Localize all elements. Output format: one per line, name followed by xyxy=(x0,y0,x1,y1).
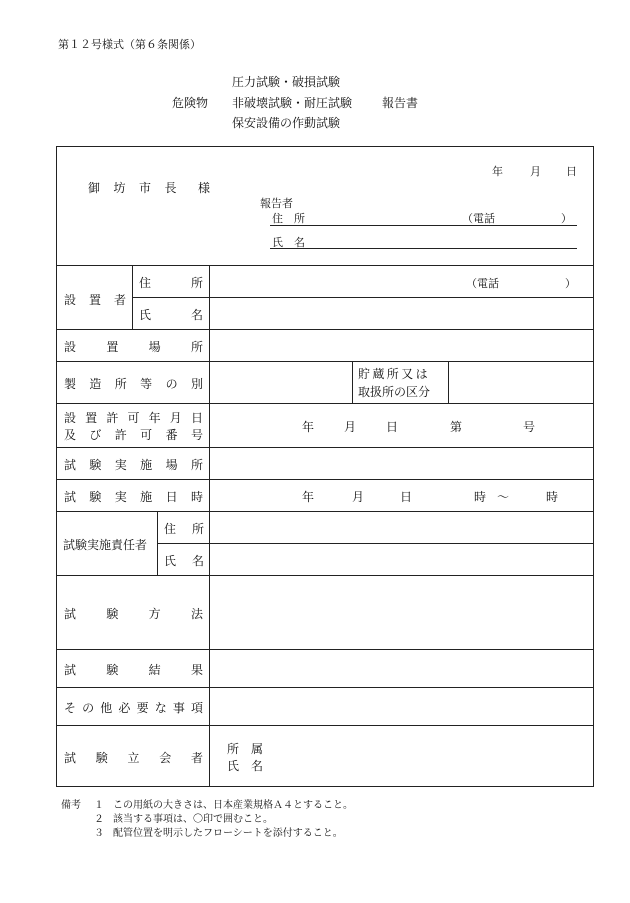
note-1-text: この用紙の大きさは、日本産業規格Ａ４とすること。 xyxy=(113,800,353,811)
test-date-month: 月 xyxy=(352,490,365,504)
note-2-number: ２ xyxy=(94,814,104,825)
installer-label: 設 置 者 xyxy=(64,293,126,307)
permit-label-1: 設 置 許 可 年 月 日 xyxy=(64,411,203,425)
test-date-label: 試 験 実 施 日 時 xyxy=(64,490,203,504)
result-field[interactable] xyxy=(210,650,594,687)
reporter-name-label: 氏 名 xyxy=(272,236,305,249)
permit-month: 月 xyxy=(344,420,357,434)
test-place-field[interactable] xyxy=(210,448,594,479)
header-date-month: 月 xyxy=(530,165,541,178)
manager-address-label: 住 所 xyxy=(164,522,204,536)
test-place-label: 試 験 実 施 場 所 xyxy=(64,458,203,472)
manager-label: 試験実施責任者 xyxy=(63,538,148,552)
reporter-name-line[interactable] xyxy=(270,248,577,249)
notes-head: 備考 xyxy=(61,800,81,811)
other-label: そ の 他 必 要 な 事 項 xyxy=(64,701,203,715)
test-date-hour-end: 時 xyxy=(546,490,559,504)
form-number: 第１２号様式（第６条関係） xyxy=(58,38,201,51)
installer-phone-label[interactable]: （電話 ） xyxy=(466,277,576,290)
installer-name-label: 氏 名 xyxy=(139,308,203,322)
permit-number-suffix: 号 xyxy=(523,420,536,434)
category-field[interactable] xyxy=(210,362,352,403)
permit-label-2: 及 び 許 可 番 号 xyxy=(64,428,203,442)
manager-name-label: 氏 名 xyxy=(164,554,204,568)
location-field[interactable] xyxy=(210,330,594,361)
reporter-address-line[interactable] xyxy=(270,225,577,226)
location-label: 設 置 場 所 xyxy=(64,340,203,354)
method-label: 試 験 方 法 xyxy=(64,607,203,621)
installer-address-field[interactable] xyxy=(210,266,460,297)
test-date-hour: 時 xyxy=(474,490,487,504)
title-suffix: 報告書 xyxy=(382,96,419,110)
permit-year: 年 xyxy=(302,420,315,434)
header-date-year: 年 xyxy=(492,165,503,178)
test-date-day: 日 xyxy=(400,490,413,504)
test-date-tilde: ～ xyxy=(497,490,510,504)
permit-field[interactable] xyxy=(210,404,594,447)
title-line-1: 圧力試験・破損試験 xyxy=(232,75,341,89)
note-3-text: 配管位置を明示したフローシートを添付すること。 xyxy=(113,828,343,839)
addressee: 御 坊 市 長 様 xyxy=(88,181,210,195)
storage-category-label-2: 取扱所の区分 xyxy=(358,385,431,399)
installer-address-label: 住 所 xyxy=(139,276,203,290)
test-date-field[interactable] xyxy=(210,480,594,511)
permit-number-prefix: 第 xyxy=(450,420,463,434)
witness-name-label: 氏 名 xyxy=(227,759,264,773)
title-line-3: 保安設備の作動試験 xyxy=(232,116,341,130)
title-line-2: 非破壊試験・耐圧試験 xyxy=(232,96,353,110)
manager-name-field[interactable] xyxy=(210,544,594,575)
witness-affiliation-label: 所 属 xyxy=(227,742,264,756)
note-2-text: 該当する事項は、〇印で囲むこと。 xyxy=(113,814,273,825)
header-date-day: 日 xyxy=(566,165,577,178)
installer-name-field[interactable] xyxy=(210,298,594,329)
result-label: 試 験 結 果 xyxy=(64,663,203,677)
title-prefix: 危険物 xyxy=(172,96,209,110)
method-field[interactable] xyxy=(210,576,594,649)
reporter-phone-label[interactable]: （電話 ） xyxy=(462,212,572,225)
manager-address-field[interactable] xyxy=(210,512,594,543)
reporter-address-label: 住 所 xyxy=(272,212,305,225)
note-3-number: ３ xyxy=(94,828,104,839)
test-date-year: 年 xyxy=(302,490,315,504)
note-1-number: １ xyxy=(94,800,104,811)
witness-field[interactable] xyxy=(280,726,594,787)
permit-day: 日 xyxy=(386,420,399,434)
category-label: 製 造 所 等 の 別 xyxy=(64,377,203,391)
other-field[interactable] xyxy=(210,688,594,725)
storage-category-label-1: 貯蔵所又は xyxy=(358,367,431,381)
witness-label: 試 験 立 会 者 xyxy=(64,751,203,765)
reporter-label: 報告者 xyxy=(260,197,293,210)
storage-category-field[interactable] xyxy=(449,362,594,403)
